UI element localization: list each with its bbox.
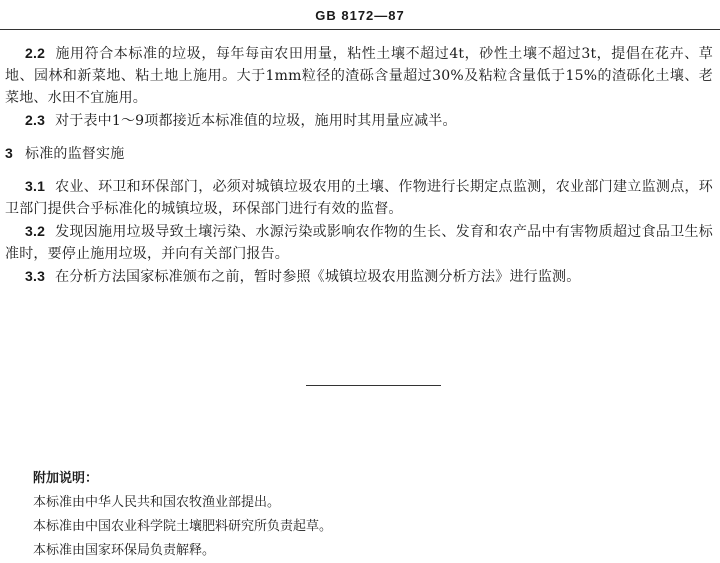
notes-title: 附加说明： [33, 471, 99, 486]
clause-text: 在分析方法国家标准颁布之前，暂时参照《城镇垃圾农用监测分析方法》进行监测。 [55, 269, 581, 285]
section-title: 标准的监督实施 [25, 146, 125, 162]
clause-2-2 [5, 42, 713, 109]
clause-2-3 [5, 109, 713, 132]
clause-text: 发现因施用垃圾导致土壤污染、水源污染或影响农作物的生长、发育和农产品中有害物质超过食品卫生标准时，要停止施用垃圾，并向有关部门报告。 [5, 224, 713, 262]
clause-number: 3.2 [25, 223, 46, 239]
clause-number: 2.3 [25, 112, 46, 128]
clause-text: 农业、环卫和环保部门，必须对城镇垃圾农用的土壤、作物进行长期定点监测，农业部门建立监测点，环卫部门提供合乎标准化的城镇垃圾，环保部门进行有效的监督。 [5, 179, 713, 217]
additional-notes [33, 467, 693, 563]
clause-3-2 [5, 220, 713, 265]
notes-line: 本标准由中华人民共和国农牧渔业部提出。 [33, 495, 281, 510]
section-3-heading [5, 142, 713, 165]
clause-text: 施用符合本标准的垃圾，每年每亩农田用量，粘性土壤不超过4t，砂性土壤不超过3t，提倡在花卉、草地、园林和新菜地、粘土地上施用。大于1mm粒径的渣砾含量超过30%及粘粒含量低于15%的渣砾化土壤、老菜地、水田不宜施用。 [5, 46, 713, 106]
header-rule [0, 29, 720, 30]
clause-number: 3.1 [25, 178, 46, 194]
clause-number: 2.2 [25, 45, 46, 61]
notes-line: 本标准由中国农业科学院土壤肥料研究所负责起草。 [33, 519, 333, 534]
clause-text: 对于表中1～9项都接近本标准值的垃圾，施用时其用量应减半。 [55, 113, 457, 129]
notes-line: 本标准由国家环保局负责解释。 [33, 543, 216, 558]
standard-code-header: GB 8172—87 [315, 8, 405, 23]
clause-3-1 [5, 175, 713, 220]
section-divider [306, 385, 441, 386]
document-body [5, 42, 713, 288]
clause-number: 3.3 [25, 268, 46, 284]
clause-3-3 [5, 265, 713, 288]
section-number: 3 [5, 145, 13, 161]
